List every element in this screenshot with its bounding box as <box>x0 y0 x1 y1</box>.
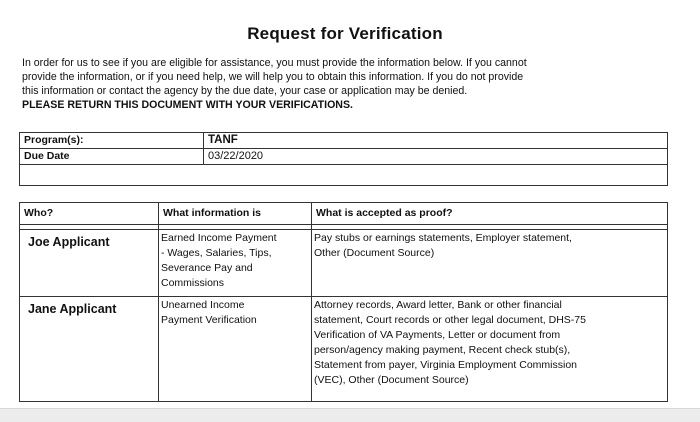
information-line: Commissions <box>161 277 225 289</box>
information-line: Unearned Income <box>161 299 245 311</box>
information-line: Payment Verification <box>161 314 257 326</box>
intro-line: In order for us to see if you are eligible for assistance, you must provide the information below. If you cannot <box>22 57 527 69</box>
proof-line: Other (Document Source) <box>314 247 435 259</box>
page-title: Request for Verification <box>247 24 443 43</box>
intro-line: this information or contact the agency by the due date, your case or application may be denied. <box>22 85 468 97</box>
table-row <box>20 297 668 402</box>
information-cell <box>159 297 312 402</box>
proof-line: Verification of VA Payments, Letter or document from <box>314 329 561 341</box>
information-line: Earned Income Payment <box>161 232 277 244</box>
who-cell: Jane Applicant <box>20 297 159 402</box>
information-line: Severance Pay and <box>161 262 253 274</box>
proof-line: statement, Court records or other legal document, DHS-75 <box>314 314 586 326</box>
due-date-value: 03/22/2020 <box>204 149 668 165</box>
return-instruction: PLEASE RETURN THIS DOCUMENT WITH YOUR VERIFICATIONS. <box>22 99 353 111</box>
header-who: Who? <box>20 203 159 225</box>
program-value: TANF <box>204 133 668 149</box>
blank-cell <box>20 165 668 186</box>
proof-line: Attorney records, Award letter, Bank or other financial <box>314 299 562 311</box>
information-line: - Wages, Salaries, Tips, <box>161 247 272 259</box>
proof-line: Statement from payer, Virginia Employment Commission <box>314 359 577 371</box>
information-cell <box>159 230 312 297</box>
proof-line: (VEC), Other (Document Source) <box>314 374 469 386</box>
intro-paragraph <box>22 56 682 112</box>
viewer-bottom-edge <box>0 408 700 422</box>
blank-row <box>20 165 668 186</box>
program-label: Program(s): <box>20 133 204 149</box>
proof-cell <box>312 230 668 297</box>
due-date-label: Due Date <box>20 149 204 165</box>
program-row <box>20 133 668 149</box>
verification-table <box>19 202 668 402</box>
proof-line: person/agency making payment, Recent check stub(s), <box>314 344 571 356</box>
table-row <box>20 230 668 297</box>
who-cell: Joe Applicant <box>20 230 159 297</box>
proof-cell <box>312 297 668 402</box>
proof-line: Pay stubs or earnings statements, Employer statement, <box>314 232 572 244</box>
header-row <box>20 203 668 225</box>
header-information: What information is <box>159 203 312 225</box>
program-table <box>19 132 668 186</box>
due-date-row <box>20 149 668 165</box>
header-proof: What is accepted as proof? <box>312 203 668 225</box>
intro-line: provide the information, or if you need help, we will help you to obtain this information. If you do not provide <box>22 71 524 83</box>
